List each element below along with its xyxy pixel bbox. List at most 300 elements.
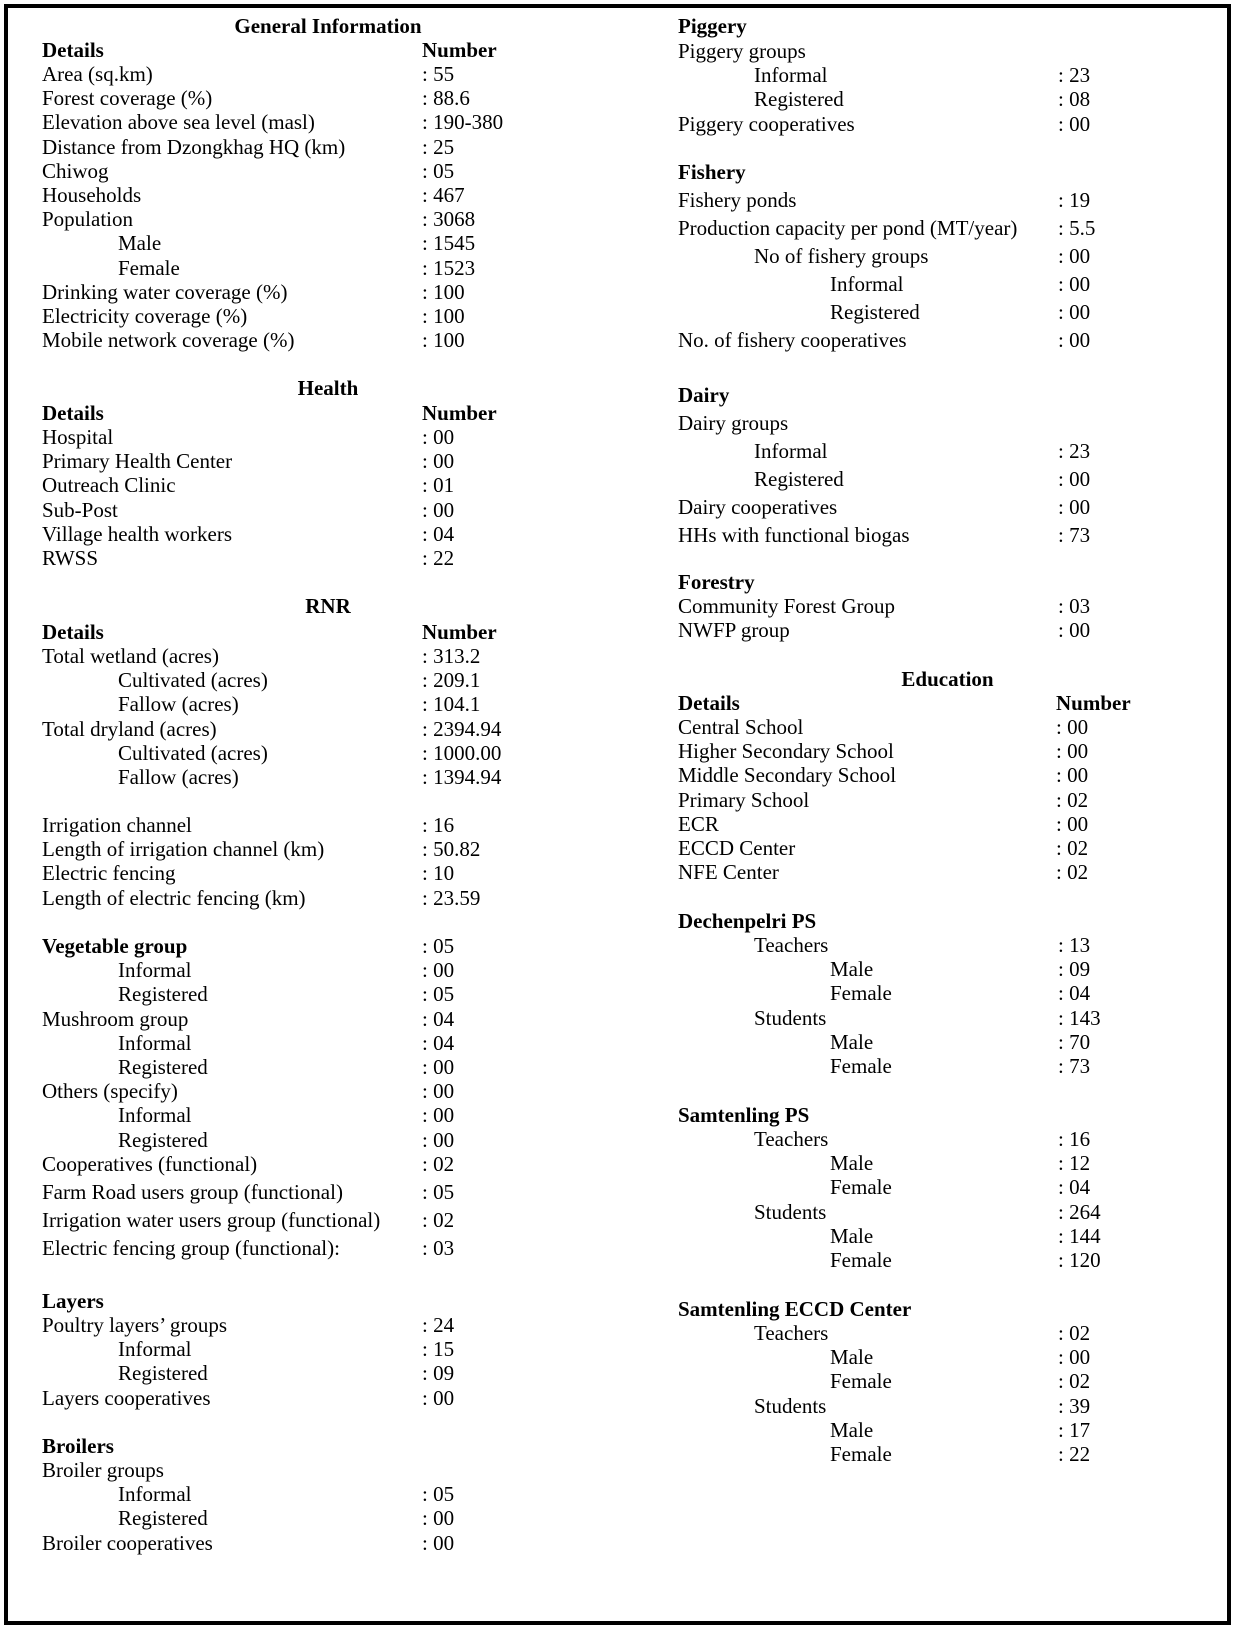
table-row: [668, 1030, 1227, 1055]
table-row: [8, 741, 668, 766]
row-label: Male: [830, 957, 874, 982]
table-row: [668, 272, 1227, 297]
row-label: Female: [830, 1054, 892, 1078]
table-row: [8, 1180, 668, 1205]
row-value: : 104.1: [422, 692, 481, 717]
table-row: [668, 763, 1227, 788]
row-value: : 313.2: [422, 644, 481, 668]
row-label: Chiwog: [42, 158, 109, 183]
table-row: [8, 982, 668, 1007]
row-value: : 00: [422, 425, 455, 449]
section-title-text: Layers: [42, 1289, 104, 1313]
table-row: [8, 62, 668, 87]
header-details: Details: [678, 691, 740, 715]
row-value: : 100: [422, 328, 465, 353]
row-label: Informal: [754, 439, 828, 463]
row-value: : 1000.00: [422, 740, 502, 765]
table-row: [668, 812, 1227, 837]
section-title-text: Samtenling ECCD Center: [678, 1297, 912, 1321]
row-value: : 00: [1058, 467, 1091, 491]
row-label: Distance from Dzongkhag HQ (km): [42, 134, 346, 159]
table-row: [668, 112, 1227, 137]
table-row: [668, 1394, 1227, 1419]
row-value: : 1394.94: [422, 765, 502, 789]
row-label: Female: [830, 1248, 892, 1272]
section-title: [668, 667, 1227, 692]
table-row: [8, 546, 668, 571]
table-row: [668, 860, 1227, 885]
row-label: Electricity coverage (%): [42, 304, 248, 328]
table-row: [8, 522, 668, 547]
table-row: [8, 280, 668, 305]
row-label: Middle Secondary School: [678, 763, 897, 788]
table-row: [668, 788, 1227, 813]
table-row: [8, 765, 668, 790]
row-value: : 100: [422, 304, 465, 328]
row-label: Total wetland (acres): [42, 644, 219, 668]
row-label: RWSS: [42, 546, 99, 570]
table-row: [668, 216, 1227, 241]
row-label: Fishery ponds: [678, 188, 797, 212]
row-value: : 13: [1058, 933, 1091, 957]
table-header: [668, 691, 1227, 716]
row-value: : 143: [1058, 1005, 1101, 1030]
row-label: Informal: [118, 1337, 192, 1362]
table-row: [8, 159, 668, 184]
section-title-text: General Information: [234, 14, 422, 38]
row-value: : 12: [1058, 1151, 1091, 1176]
table-row: [668, 523, 1227, 548]
header-number: Number: [1056, 691, 1131, 715]
header-number: Number: [422, 38, 497, 62]
row-value: : 05: [422, 934, 455, 958]
table-row: [668, 39, 1227, 64]
row-label: Community Forest Group: [678, 594, 896, 618]
row-value: : 04: [422, 1006, 455, 1031]
row-value: : 04: [1058, 1175, 1091, 1200]
row-value: : 73: [1058, 523, 1091, 547]
row-value: : 19: [1058, 188, 1091, 212]
row-value: : 5.5: [1058, 216, 1096, 240]
row-label: Area (sq.km): [42, 62, 153, 86]
section-title: [8, 594, 648, 619]
table-row: [8, 837, 668, 862]
table-row: [668, 1127, 1227, 1152]
row-label: No of fishery groups: [754, 244, 929, 268]
table-row: [8, 934, 668, 959]
table-row: [8, 498, 668, 523]
header-details: Details: [42, 620, 104, 644]
row-label: Central School: [678, 715, 804, 739]
row-value: : 23.59: [422, 885, 481, 910]
row-label: NFE Center: [678, 860, 779, 885]
row-label: Registered: [118, 982, 208, 1007]
row-label: Piggery groups: [678, 39, 806, 63]
row-label: Male: [830, 1223, 874, 1248]
table-row: [668, 1442, 1227, 1467]
document-frame: [4, 4, 1231, 1625]
row-label: Students: [754, 1393, 827, 1418]
table-row: [8, 958, 668, 983]
header-number: Number: [422, 401, 497, 425]
row-value: : 264: [1058, 1199, 1101, 1224]
row-value: : 00: [422, 449, 455, 474]
row-value: : 05: [422, 158, 455, 183]
row-value: : 22: [1058, 1442, 1091, 1466]
section-title: [8, 14, 648, 39]
row-value: : 00: [422, 1079, 455, 1104]
row-value: : 05: [422, 982, 455, 1007]
row-label: Length of irrigation channel (km): [42, 837, 325, 862]
row-label: Farm Road users group (functional): [42, 1180, 343, 1204]
header-number: Number: [422, 620, 497, 644]
table-row: [668, 467, 1227, 492]
row-label: Male: [830, 1345, 874, 1370]
row-label: Informal: [830, 272, 904, 296]
row-value: : 02: [1056, 787, 1089, 812]
row-label: Population: [42, 207, 134, 232]
table-row: [8, 1152, 668, 1177]
row-label: Male: [830, 1029, 874, 1054]
table-row: [8, 1458, 668, 1483]
table-header: [8, 401, 668, 426]
section-title-text: Samtenling PS: [678, 1103, 810, 1127]
table-row: [8, 110, 668, 135]
row-label: Registered: [754, 467, 844, 491]
row-label: Dairy cooperatives: [678, 495, 838, 519]
table-row: [8, 692, 668, 717]
table-row: [668, 594, 1227, 619]
row-value: : 00: [1056, 811, 1089, 836]
table-row: [668, 981, 1227, 1006]
table-row: [668, 188, 1227, 213]
section-title-text: RNR: [305, 594, 351, 618]
section-title-text: Education: [901, 667, 994, 691]
row-value: : 22: [422, 546, 455, 570]
row-label: Piggery cooperatives: [678, 111, 855, 136]
table-row: [8, 886, 668, 911]
row-value: : 144: [1058, 1223, 1101, 1248]
row-label: Cultivated (acres): [118, 740, 268, 765]
row-value: : 00: [1058, 272, 1091, 296]
table-row: [8, 473, 668, 498]
row-label: Female: [830, 1175, 892, 1200]
table-header: [8, 620, 668, 645]
row-label: Village health workers: [42, 521, 233, 546]
table-row: [8, 644, 668, 669]
table-row: [8, 1208, 668, 1233]
row-label: Registered: [118, 1055, 208, 1079]
table-row: [8, 813, 668, 838]
row-value: : 1545: [422, 231, 476, 256]
table-row: [8, 1055, 668, 1080]
row-label: Broiler groups: [42, 1458, 164, 1482]
table-row: [8, 1506, 668, 1531]
row-value: : 02: [422, 1208, 455, 1232]
row-label: Registered: [118, 1127, 208, 1152]
row-label: Teachers: [754, 1321, 829, 1345]
table-row: [668, 87, 1227, 112]
table-row: [8, 1236, 668, 1261]
table-row: [668, 1224, 1227, 1249]
row-label: No. of fishery cooperatives: [678, 328, 907, 352]
section-title-text: Broilers: [42, 1434, 114, 1458]
row-value: : 190-380: [422, 110, 504, 135]
row-label: Teachers: [754, 933, 829, 957]
table-row: [668, 1345, 1227, 1370]
row-label: Higher Secondary School: [678, 739, 894, 764]
row-label: NWFP group: [678, 618, 790, 643]
row-value: : 02: [1058, 1369, 1091, 1394]
row-label: Informal: [118, 958, 192, 983]
table-row: [8, 1079, 668, 1104]
table-row: [668, 933, 1227, 958]
table-row: [8, 231, 668, 256]
row-value: : 39: [1058, 1393, 1091, 1418]
row-value: : 04: [1058, 981, 1091, 1006]
row-label: Students: [754, 1005, 827, 1030]
row-value: : 02: [1058, 1321, 1091, 1345]
section-title-text: Fishery: [678, 160, 746, 184]
table-row: [668, 1369, 1227, 1394]
row-label: Vegetable group: [42, 934, 188, 958]
section-title-text: Forestry: [678, 570, 755, 594]
row-label: Cultivated (acres): [118, 668, 268, 693]
row-label: Registered: [118, 1361, 208, 1386]
row-value: : 25: [422, 134, 455, 159]
section-title: [8, 376, 648, 401]
table-row: [8, 1482, 668, 1507]
table-row: [668, 495, 1227, 520]
table-row: [668, 63, 1227, 88]
row-value: : 15: [422, 1337, 455, 1362]
row-label: Others (specify): [42, 1079, 178, 1104]
row-label: Male: [830, 1417, 874, 1442]
row-label: Production capacity per pond (MT/year): [678, 216, 1018, 240]
table-row: [8, 183, 668, 208]
row-label: Fallow (acres): [118, 692, 239, 717]
table-row: [668, 715, 1227, 740]
table-row: [8, 668, 668, 693]
row-value: : 3068: [422, 207, 476, 232]
row-value: : 50.82: [422, 837, 481, 862]
row-label: Dairy groups: [678, 411, 789, 435]
table-row: [668, 739, 1227, 764]
table-row: [668, 328, 1227, 353]
row-value: : 10: [422, 861, 455, 886]
table-row: [8, 717, 668, 742]
row-value: : 02: [1056, 860, 1089, 885]
table-row: [8, 1031, 668, 1056]
row-value: : 23: [1058, 439, 1091, 463]
row-label: Length of electric fencing (km): [42, 885, 306, 910]
row-label: Male: [830, 1151, 874, 1176]
table-row: [668, 1006, 1227, 1031]
table-row: [8, 425, 668, 450]
row-label: Female: [830, 1369, 892, 1394]
table-row: [668, 1175, 1227, 1200]
row-value: : 00: [422, 1055, 455, 1079]
row-value: : 00: [1056, 715, 1089, 739]
row-value: : 00: [422, 1385, 455, 1410]
row-value: : 01: [422, 473, 455, 498]
row-value: : 00: [1058, 618, 1091, 643]
row-value: : 00: [1056, 739, 1089, 764]
row-value: : 00: [422, 1530, 455, 1555]
table-row: [8, 861, 668, 886]
row-label: ECCD Center: [678, 836, 796, 860]
section-title-text: Health: [297, 376, 359, 400]
row-value: : 04: [422, 1030, 455, 1055]
row-value: : 05: [422, 1482, 455, 1507]
row-label: Fallow (acres): [118, 765, 239, 789]
table-row: [668, 1054, 1227, 1079]
table-row: [668, 1418, 1227, 1443]
header-details: Details: [42, 38, 104, 62]
row-value: : 2394.94: [422, 716, 502, 741]
table-row: [8, 1007, 668, 1032]
table-row: [8, 256, 668, 281]
row-value: : 17: [1058, 1417, 1091, 1442]
row-value: : 00: [1058, 495, 1091, 519]
row-value: : 00: [1058, 300, 1091, 324]
row-value: : 02: [1056, 836, 1089, 860]
table-row: [668, 957, 1227, 982]
row-label: Female: [830, 981, 892, 1006]
table-row: [668, 244, 1227, 269]
row-label: Hospital: [42, 425, 114, 449]
row-value: : 467: [422, 183, 465, 207]
row-label: Registered: [754, 87, 844, 112]
table-row: [8, 207, 668, 232]
row-label: ECR: [678, 811, 719, 836]
row-value: : 209.1: [422, 668, 481, 693]
row-value: : 100: [422, 279, 465, 304]
row-label: Teachers: [754, 1127, 829, 1151]
table-row: [668, 300, 1227, 325]
table-row: [8, 1337, 668, 1362]
row-value: : 00: [1058, 1345, 1091, 1370]
row-label: Students: [754, 1199, 827, 1224]
row-label: Total dryland (acres): [42, 716, 217, 741]
row-value: : 120: [1058, 1248, 1101, 1272]
table-row: [8, 135, 668, 160]
table-row: [8, 1386, 668, 1411]
row-value: : 00: [422, 1103, 455, 1128]
header-details: Details: [42, 401, 104, 425]
row-value: : 70: [1058, 1029, 1091, 1054]
row-value: : 00: [1058, 244, 1091, 268]
row-value: : 00: [422, 1127, 455, 1152]
row-label: Sub-Post: [42, 497, 118, 522]
table-row: [8, 1361, 668, 1386]
row-value: : 03: [422, 1236, 455, 1260]
row-label: Irrigation channel: [42, 813, 192, 837]
row-label: Female: [118, 255, 180, 280]
row-label: Households: [42, 183, 142, 207]
row-value: : 88.6: [422, 86, 470, 111]
row-value: : 02: [422, 1151, 455, 1176]
row-label: Informal: [118, 1103, 192, 1128]
row-value: : 09: [422, 1361, 455, 1386]
row-label: Informal: [118, 1482, 192, 1507]
row-label: Mushroom group: [42, 1006, 189, 1031]
row-value: : 24: [422, 1313, 455, 1337]
row-value: : 04: [422, 521, 455, 546]
section-title-text: Piggery: [678, 14, 747, 38]
row-value: : 03: [1058, 594, 1091, 618]
table-row: [668, 618, 1227, 643]
row-label: Mobile network coverage (%): [42, 328, 295, 353]
row-label: Layers cooperatives: [42, 1385, 211, 1410]
row-label: Registered: [830, 300, 920, 324]
row-value: : 73: [1058, 1054, 1091, 1078]
row-label: Broiler cooperatives: [42, 1530, 213, 1555]
row-value: : 00: [1058, 328, 1091, 352]
table-row: [668, 1321, 1227, 1346]
row-label: Informal: [754, 63, 828, 88]
section-title-text: Dechenpelri PS: [678, 909, 817, 933]
table-row: [8, 86, 668, 111]
row-label: Electric fencing: [42, 861, 176, 886]
row-value: : 00: [422, 958, 455, 983]
row-value: : 23: [1058, 63, 1091, 88]
table-row: [668, 1200, 1227, 1225]
row-value: : 55: [422, 62, 455, 86]
row-label: Male: [118, 231, 162, 256]
table-row: [668, 411, 1227, 436]
row-label: Elevation above sea level (masl): [42, 110, 315, 135]
row-label: Female: [830, 1442, 892, 1466]
row-label: Outreach Clinic: [42, 473, 176, 498]
table-header: [8, 38, 668, 63]
row-label: Forest coverage (%): [42, 86, 213, 111]
row-value: : 00: [1056, 763, 1089, 788]
row-label: Poultry layers’ groups: [42, 1313, 228, 1337]
table-row: [668, 1248, 1227, 1273]
table-row: [8, 304, 668, 329]
row-value: : 09: [1058, 957, 1091, 982]
section-title-text: Dairy: [678, 383, 730, 407]
table-row: [668, 1151, 1227, 1176]
row-label: Informal: [118, 1030, 192, 1055]
row-label: Cooperatives (functional): [42, 1151, 258, 1176]
row-label: Primary Health Center: [42, 449, 233, 474]
table-row: [8, 328, 668, 353]
row-label: Primary School: [678, 787, 810, 812]
table-row: [8, 449, 668, 474]
row-label: Registered: [118, 1506, 208, 1531]
row-label: HHs with functional biogas: [678, 523, 910, 547]
row-value: : 1523: [422, 255, 476, 280]
table-row: [668, 836, 1227, 861]
row-value: : 00: [422, 1506, 455, 1531]
row-label: Electric fencing group (functional):: [42, 1236, 340, 1260]
table-row: [668, 439, 1227, 464]
row-label: Irrigation water users group (functional): [42, 1208, 381, 1232]
table-row: [8, 1313, 668, 1338]
row-value: : 00: [422, 497, 455, 522]
row-value: : 00: [1058, 111, 1091, 136]
row-value: : 16: [422, 813, 455, 837]
table-row: [8, 1103, 668, 1128]
table-row: [8, 1531, 668, 1556]
row-value: : 05: [422, 1180, 455, 1204]
table-row: [8, 1128, 668, 1153]
row-value: : 08: [1058, 87, 1091, 112]
row-label: Drinking water coverage (%): [42, 279, 288, 304]
row-value: : 16: [1058, 1127, 1091, 1151]
